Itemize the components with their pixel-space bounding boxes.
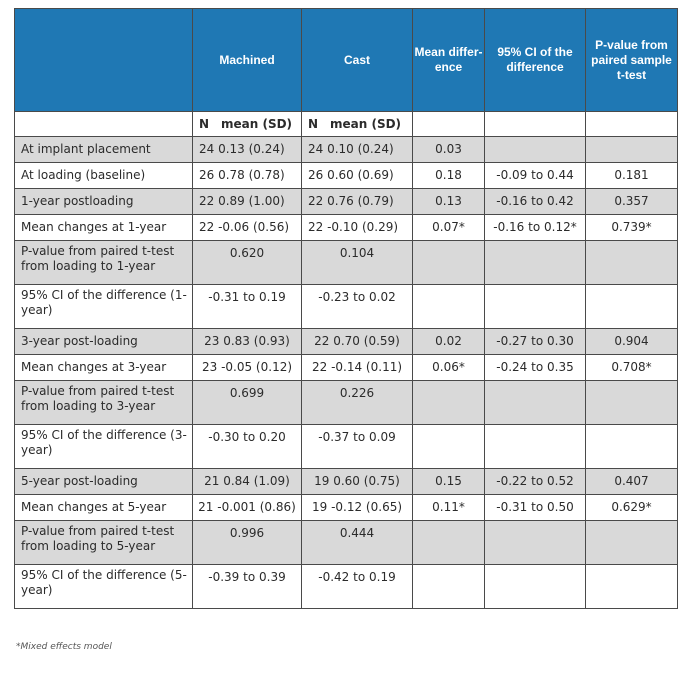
header-mean-difference: Mean differ-ence [413, 9, 485, 112]
table-row: 3-year post-loading 23 0.83 (0.93) 22 0.70 (0.59) 0.02 -0.27 to 0.30 0.904 [15, 329, 678, 355]
header-ci: 95% CI of the difference [485, 9, 586, 112]
subheader-row [15, 112, 678, 137]
header-machined: Machined [193, 9, 302, 112]
table-row: 1-year postloading 22 0.89 (1.00) 22 0.76 (0.79) 0.13 -0.16 to 0.42 0.357 [15, 189, 678, 215]
table-row: Mean changes at 1-year 22 -0.06 (0.56) 22 -0.10 (0.29) 0.07* -0.16 to 0.12* 0.739* [15, 215, 678, 241]
subheader-cast: N mean (SD) [302, 112, 413, 137]
table-row: P-value from paired t-test from loading to 1-year 0.620 0.104 [15, 241, 678, 285]
subheader-empty [15, 112, 193, 137]
table-row: 95% CI of the difference (3-year) -0.30 to 0.20 -0.37 to 0.09 [15, 425, 678, 469]
table-row: Mean changes at 3-year 23 -0.05 (0.12) 22 -0.14 (0.11) 0.06* -0.24 to 0.35 0.708* [15, 355, 678, 381]
header-label [15, 9, 193, 112]
table-row: 95% CI of the difference (1-year) -0.31 to 0.19 -0.23 to 0.02 [15, 285, 678, 329]
header-p-value: P-value from paired sample t-test [586, 9, 678, 112]
table-row: 95% CI of the difference (5-year) -0.39 to 0.39 -0.42 to 0.19 [15, 565, 678, 609]
subheader-machined: N mean (SD) [193, 112, 302, 137]
header-cast: Cast [302, 9, 413, 112]
table-row: 5-year post-loading 21 0.84 (1.09) 19 0.60 (0.75) 0.15 -0.22 to 0.52 0.407 [15, 469, 678, 495]
table-row: P-value from paired t-test from loading to 3-year 0.699 0.226 [15, 381, 678, 425]
header-row [15, 9, 678, 112]
table-row: At loading (baseline) 26 0.78 (0.78) 26 0.60 (0.69) 0.18 -0.09 to 0.44 0.181 [15, 163, 678, 189]
table-row: At implant placement 24 0.13 (0.24) 24 0.10 (0.24) 0.03 [15, 137, 678, 163]
table-row: Mean changes at 5-year 21 -0.001 (0.86) 19 -0.12 (0.65) 0.11* -0.31 to 0.50 0.629* [15, 495, 678, 521]
results-table [14, 8, 678, 609]
table-row: P-value from paired t-test from loading to 5-year 0.996 0.444 [15, 521, 678, 565]
footnote: *Mixed effects model [16, 642, 112, 652]
